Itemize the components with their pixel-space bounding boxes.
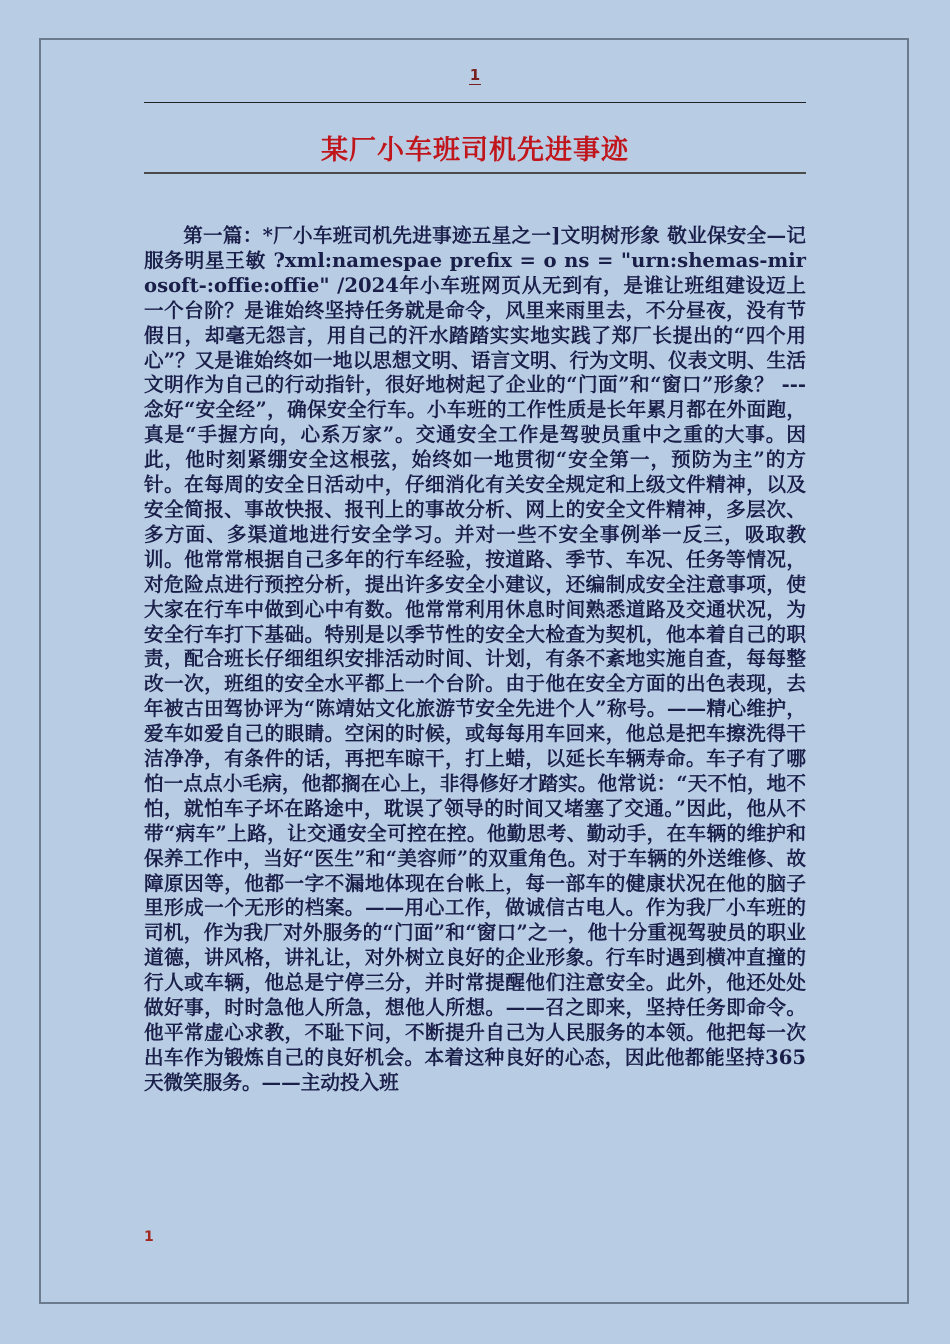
document-title: 某厂小车班司机先进事迹 [321,135,629,166]
title-divider [144,172,806,174]
body-paragraph: 第一篇：*厂小车班司机先进事迹五星之一]文明树形象 敬业保安全—记服务明星王敏 ?xml:namespae prefix = o ns = "urn:shemas-mirosoft-:offie:offie" /2024年小车班网页从无到有，是谁让班组建设迈上一个台阶？是谁始终坚持任务就是命令，风里来雨里去，不分昼夜，没有节假日，却毫无怨言，用自己的汗水踏踏实实地实践了郑厂长提出的“四个用心”？又是谁始终如一地以思想文明、语言文明、行为文明、仪表文明、生活文明作为自己的行动指针，很好地树起了企业的“门面”和“窗口”形象？ ---念好“安全经”，确保安全行车。小车班的工作性质是长年累月都在外面跑，真是“手握方向，心系万家”。交通安全工作是驾驶员重中之重的大事。因此，他时刻紧绷安全这根弦，始终如一地贯彻“安全第一，预防为主”的方针。在每周的安全日活动中，仔细消化有关安全规定和上级文件精神，以及安全简报、事故快报、报刊上的事故分析、网上的安全文件精神，多层次、多方面、多渠道地进行安全学习。并对一些不安全事例举一反三，吸取教训。他常常根据自己多年的行车经验，按道路、季节、车况、任务等情况，对危险点进行预控分析，提出许多安全小建议，还编制成安全注意事项，使大家在行车中做到心中有数。他常常利用休息时间熟悉道路及交通状况，为安全行车打下基础。特别是以季节性的安全大检查为契机，他本着自己的职责，配合班长仔细组织安排活动时间、计划，有条不紊地实施自查，每每整改一次，班组的安全水平都上一个台阶。由于他在安全方面的出色表现，去年被古田驾协评为“陈靖姑文化旅游节安全先进个人”称号。——精心维护，爱车如爱自己的眼睛。空闲的时候，或每每用车回来，他总是把车擦洗得干洁净净，有条件的话，再把车晾干，打上蜡，以延长车辆寿命。车子有了哪怕一点点小毛病，他都搁在心上，非得修好才踏实。他常说：“天不怕，地不怕，就怕车子坏在路途中，耽误了领导的时间又堵塞了交通。”因此，他从不带“病车”上路，让交通安全可控在控。他勤思考、勤动手，在车辆的维护和保养工作中，当好“医生”和“美容师”的双重角色。对于车辆的外送维修、故障原因等，他都一字不漏地体现在台帐上，每一部车的健康状况在他的脑子里形成一个无形的档案。——用心工作，做诚信古电人。作为我厂小车班的司机，作为我厂对外服务的“门面”和“窗口”之一，他十分重视驾驶员的职业道德，讲风格，讲礼让，对外树立良好的企业形象。行车时遇到横冲直撞的行人或车辆，他总是宁停三分，并时常提醒他们注意安全。此外，他还处处做好事，时时急他人所急，想他人所想。——召之即来，坚持任务即命令。他平常虚心求教，不耻下问，不断提升自己为人民服务的本领。他把每一次出车作为锻炼自己的良好机会。本着这种良好的心态，因此他都能坚持365天微笑服务。——主动投入班 [144,224,806,1094]
header-divider [144,102,806,103]
footer-page-number: 1 [144,1229,154,1245]
header-page-number-text: 1 [469,66,481,84]
header-page-number [0,66,950,84]
